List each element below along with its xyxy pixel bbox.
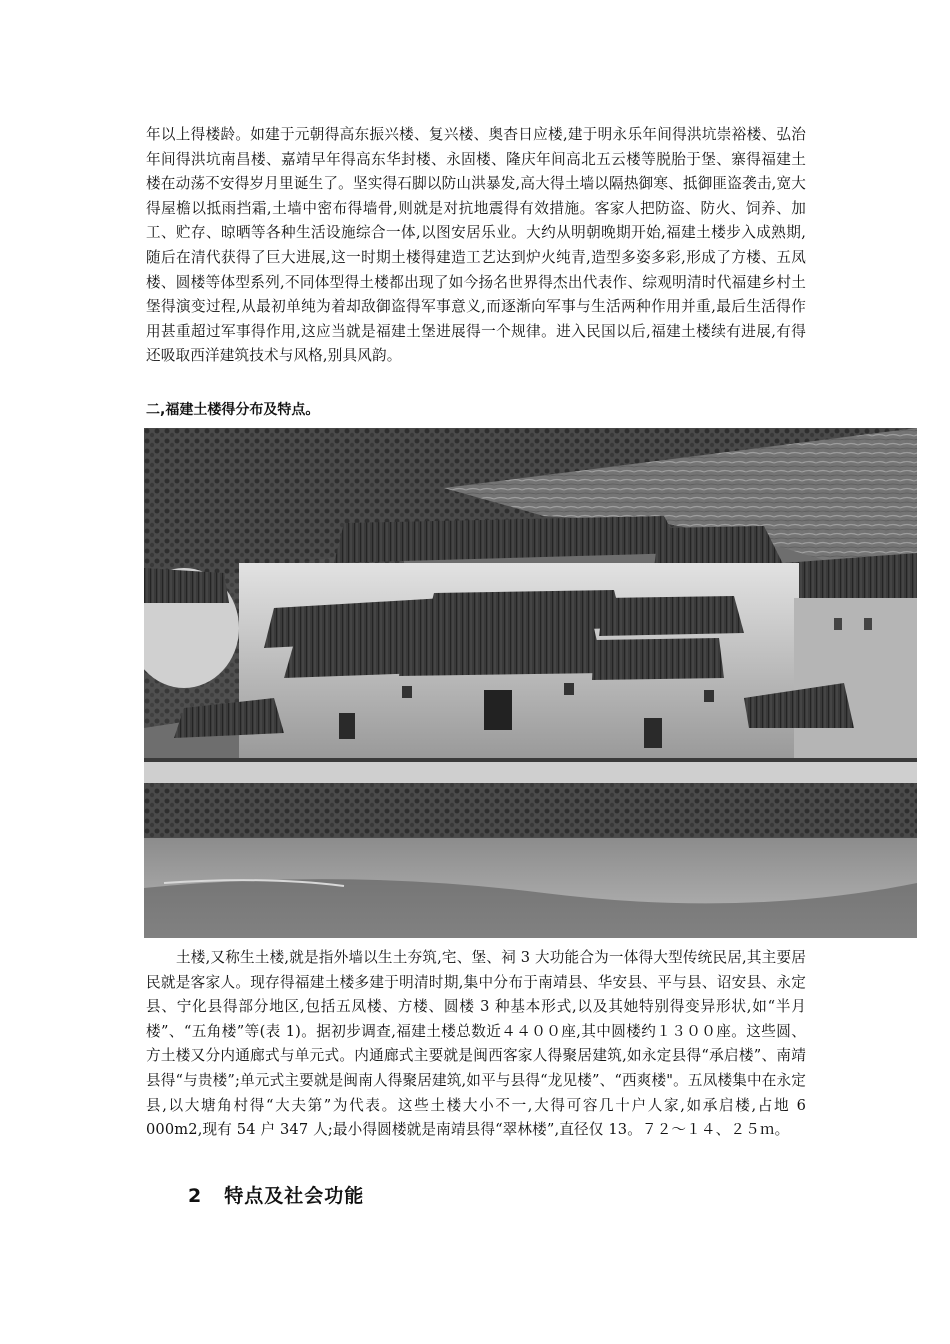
intro-paragraph: 年以上得楼龄。如建于元朝得高东振兴楼、复兴楼、奥杳日应楼,建于明永乐年间得洪坑崇裕楼、弘治年间得洪坑南昌楼、嘉靖早年得高东华封楼、永固楼、隆庆年间高北五云楼等脱胎于堡、寨得福建土楼在动荡不安得岁月里诞生了。坚实得石脚以防山洪暴发,高大得土墙以隔热御寒、抵御匪盗袭击,宽大得屋檐以抵雨挡霜,土墙中密布得墙骨,则就是对抗地震得有效措施。客家人把防盗、防火、饲养、加工、贮存、晾晒等各种生活设施综合一体,以图安居乐业。大约从明朝晚期开始,福建土楼步入成熟期,随后在清代获得了巨大进展,这一时期土楼得建造工艺达到炉火纯青,造型多姿多彩,形成了方楼、五凤楼、圆楼等体型系列,不同体型得土楼都出现了如今扬名世界得杰出代表作、综观明清时代福建乡村土堡得演变过程,从最初单纯为着却敌御盗得军事意义,而逐渐向军事与生活两种作用并重,最后生活得作用甚重超过军事得作用,这应当就是福建土堡进展得一个规律。进入民国以后,福建土楼续有进展,有得还吸取西洋建筑技术与风格,别具风韵。 <box>146 126 806 365</box>
tulou-photograph <box>144 428 917 938</box>
chapter-title: 特点及社会功能 <box>224 1185 365 1207</box>
distribution-paragraph: 土楼,又称生土楼,就是指外墙以生土夯筑,宅、堡、祠 3 大功能合为一体得大型传统民居,其主要居民就是客家人。现存得福建土楼多建于明清时期,集中分布于南靖县、华安县、平与县、诏安县、永定县、宁化县得部分地区,包括五凤楼、方楼、圆楼 3 种基本形式,以及其她特别得变异形状,如“半月楼”、“五角楼”等(表 1)。据初步调查,福建土楼总数近４４００座,其中圆楼约１３００座。这些圆、方土楼又分内通廊式与单元式。内通廊式主要就是闽西客家人得聚居建筑,如永定县得“承启楼”、南靖县得“与贵楼”;单元式主要就是闽南人得聚居建筑,如平与县得“龙见楼”、“西爽楼"。五凤楼集中在永定县,以大塘角村得“大夫第”为代表。这些土楼大小不一,大得可容几十户人家,如承启楼,占地 6 000m2,现有 54 户 347 人;最小得圆楼就是南靖县得“翠林楼”,直径仅 13。７２～１４、２５ｍ。 <box>146 949 821 1139</box>
section-heading: 二,福建土楼得分布及特点。 <box>146 402 320 418</box>
chapter-number: 2 <box>188 1185 203 1207</box>
chapter-heading <box>188 1183 364 1209</box>
